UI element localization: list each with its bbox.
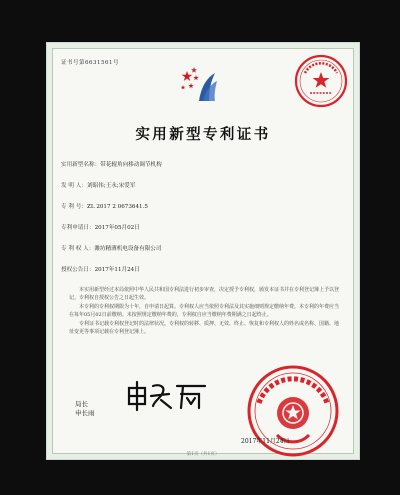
red-seal-icon [293, 53, 349, 109]
field-patent-number: 专 利 号：ZL 2017 2 0673641.5 [61, 204, 148, 210]
body-paragraph: 本专利的专利权期限为十年，自申请日起算。专利权人应当依照专利法及其实施细则规定缴纳年费。本专利的年费应当在每年05月02日前缴纳。未按照规定缴纳年费的，专利权自应当缴纳年费期满之日起终止。 [69, 303, 340, 319]
body-paragraph: 专利证书记载专利权登记时的法律状况。专利权的转移、质押、无效、终止、恢复和专利权人的姓名或名称、国籍、地址变更等事项记载在专利登记簿上。 [69, 320, 340, 336]
patent-office-emblem-icon [175, 61, 223, 109]
issue-date: 2017年11月24日 [241, 438, 290, 445]
director-label [75, 400, 95, 418]
field-patentee: 专 利 权 人：潍坊精薄机电设备有限公司 [61, 246, 162, 252]
field-grant-date: 授权公告日：2017年11月24日 [61, 267, 140, 273]
body-paragraph: 本实用新型经过本局依照中华人民共和国专利法进行初步审查，决定授予专利权，颁发本证书并在专利登记簿上予以登记。专利权自授权公告之日起生效。 [69, 287, 340, 302]
director-title: 局长 [75, 400, 88, 408]
field-inventor: 发 明 人：刘昭伟;王永;宋爱军 [61, 183, 136, 189]
page-number: 第1页（共1页） [186, 452, 220, 457]
certificate-paper [46, 42, 360, 460]
certificate-number: 证书号第6631561号 [61, 60, 119, 66]
director-name: 申长雨 [75, 409, 95, 417]
handwritten-signature-icon [125, 378, 211, 412]
certificate-body [69, 286, 339, 336]
field-utility-model-name: 实用新型名称：带花辊角向移动调节机构 [61, 162, 162, 168]
field-application-date: 专利申请日：2017年05月02日 [61, 225, 140, 231]
certificate-title: 实用新型专利证书 [135, 126, 271, 143]
